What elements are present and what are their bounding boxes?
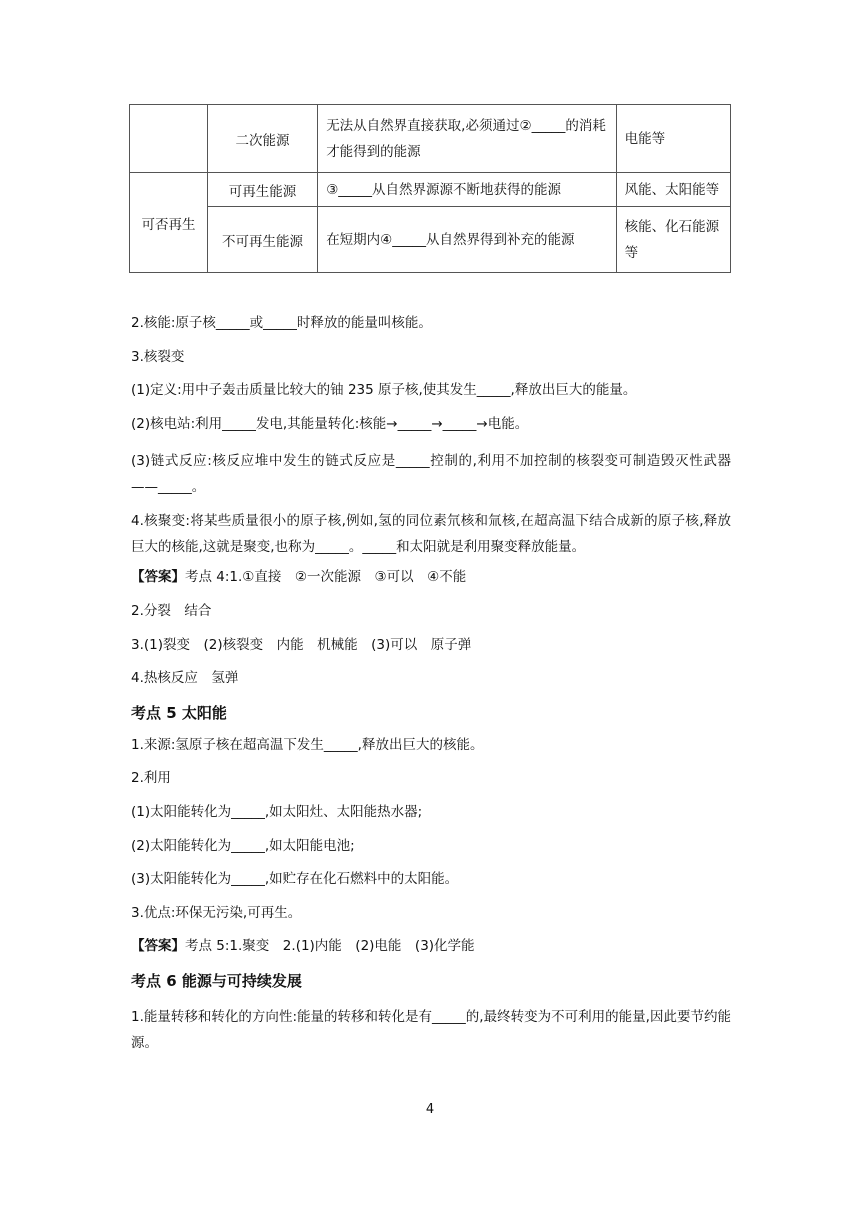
table-cell-category: 可否再生 <box>130 173 208 273</box>
solar-use-2: (2)太阳能转化为_____,如太阳能电池; <box>131 837 355 854</box>
table-cell-type: 不可再生能源 <box>207 207 317 273</box>
chain-reaction: (3)链式反应:核反应堆中发生的链式反应是_____控制的,利用不加控制的核裂变可制造毁灭性武器——_____。 <box>131 453 731 496</box>
answer-label: 【答案】 <box>131 938 185 955</box>
answer-block-4 <box>131 568 731 587</box>
answer-line: 2.分裂 结合 <box>131 602 212 619</box>
table-cell-description: ③_____从自然界源源不断地获得的能源 <box>318 173 616 207</box>
table-cell-type: 二次能源 <box>207 105 317 173</box>
table-cell-type: 可再生能源 <box>207 173 317 207</box>
page-number: 4 <box>425 1102 435 1117</box>
table-cell-category <box>130 105 208 173</box>
table-cell-example: 风能、太阳能等 <box>616 173 730 207</box>
answer-text: 考点 4:1.①直接 ②一次能源 ③可以 ④不能 <box>185 569 467 586</box>
table-cell-description: 在短期内④_____从自然界得到补充的能源 <box>318 207 616 273</box>
solar-use-3: (3)太阳能转化为_____,如贮存在化石燃料中的太阳能。 <box>131 871 459 888</box>
solar-use-1: (1)太阳能转化为_____,如太阳灶、太阳能热水器; <box>131 803 423 820</box>
section-heading-5: 考点 5 太阳能 <box>131 703 227 722</box>
nuclear-energy-definition: 2.核能:原子核_____或_____时释放的能量叫核能。 <box>131 315 432 331</box>
answer-line: 3.(1)裂变 (2)核裂变 内能 机械能 (3)可以 原子弹 <box>131 636 472 653</box>
energy-direction: 1.能量转移和转化的方向性:能量的转移和转化是有_____的,最终转变为不可利用的能量,因此要节约能源。 <box>131 1008 731 1051</box>
answer-line: 4.热核反应 氢弹 <box>131 670 239 687</box>
table-cell-example: 电能等 <box>616 105 730 173</box>
solar-advantage: 3.优点:环保无污染,可再生。 <box>131 904 302 921</box>
section-nuclear-fission: 3.核裂变 <box>131 348 185 365</box>
table-row <box>130 105 731 173</box>
solar-use-title: 2.利用 <box>131 770 171 787</box>
answer-text: 考点 5:1.聚变 2.(1)内能 (2)电能 (3)化学能 <box>185 938 475 955</box>
energy-classification-table <box>129 104 731 273</box>
nuclear-plant: (2)核电站:利用_____发电,其能量转化:核能→_____→_____→电能。 <box>131 415 529 432</box>
table-row <box>130 173 731 207</box>
section-heading-6: 考点 6 能源与可持续发展 <box>131 971 302 990</box>
table-cell-description: 无法从自然界直接获取,必须通过②_____的消耗才能得到的能源 <box>318 105 616 173</box>
solar-source: 1.来源:氢原子核在超高温下发生_____,释放出巨大的核能。 <box>131 736 484 753</box>
nuclear-fusion: 4.核聚变:将某些质量很小的原子核,例如,氢的同位素氘核和氚核,在超高温下结合成新的原子核,释放巨大的核能,这就是聚变,也称为_____。_____和太阳就是利用聚变释放能量。 <box>131 513 731 556</box>
table-cell-example: 核能、化石能源等 <box>616 207 730 273</box>
fission-definition: (1)定义:用中子轰击质量比较大的铀 235 原子核,使其发生_____,释放出巨大的能量。 <box>131 382 637 399</box>
answer-block-5 <box>131 937 731 956</box>
table-row <box>130 207 731 273</box>
answer-label: 【答案】 <box>131 569 185 586</box>
page-body <box>131 314 731 1064</box>
